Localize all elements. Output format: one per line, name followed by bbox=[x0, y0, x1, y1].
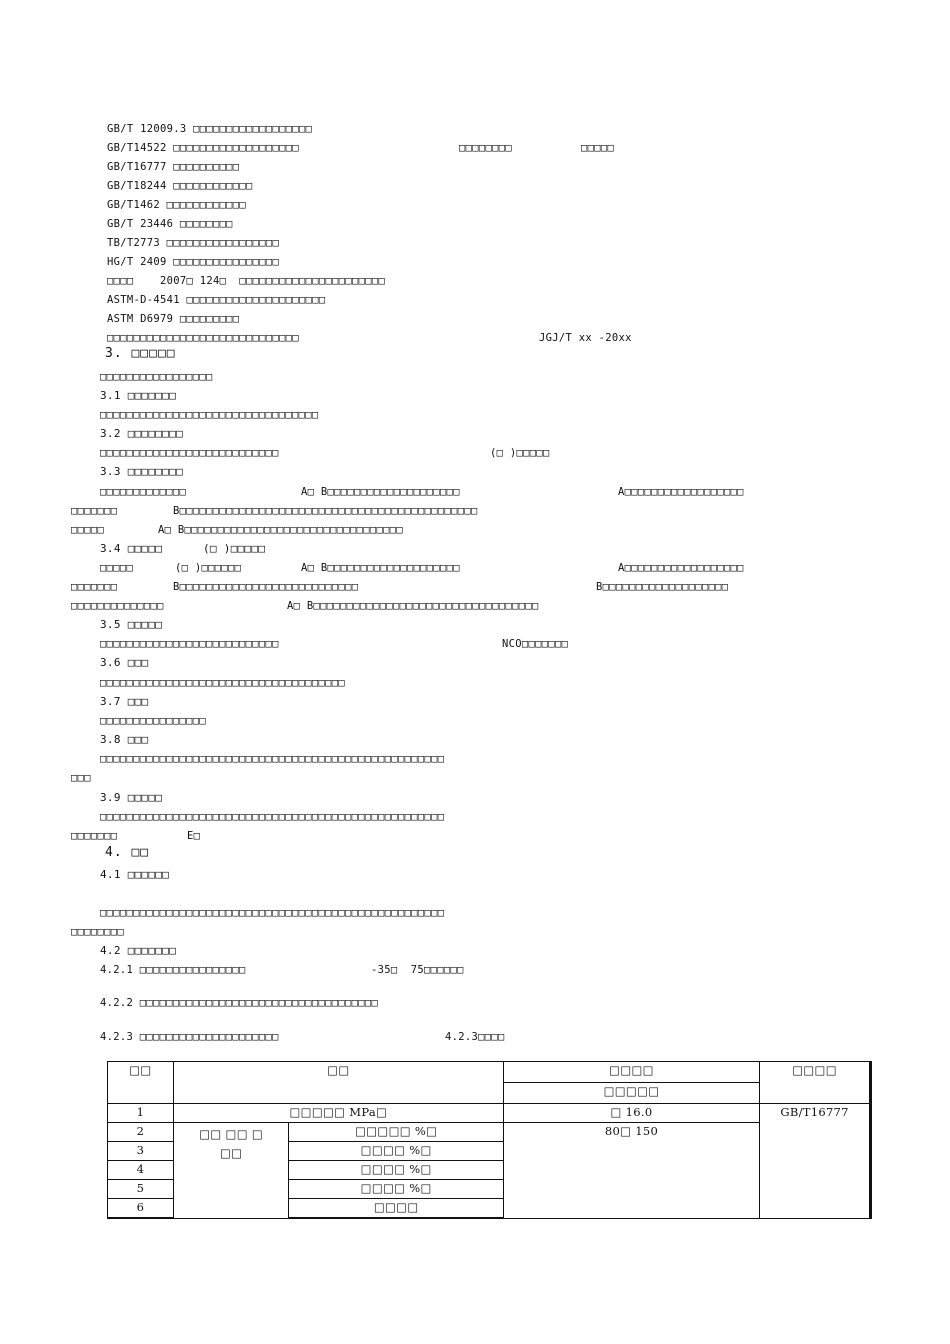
paragraph: A□ B□□□□□□□□□□□□□□□□□□□□ bbox=[301, 486, 460, 498]
paragraph: B□□□□□□□□□□□□□□□□□□□□□□□□□□□□□□□□□□□□□□□□□□□□□ bbox=[173, 505, 478, 517]
cell-method: GB/T16777 bbox=[760, 1104, 871, 1219]
table-row bbox=[108, 1104, 871, 1123]
clause-title: 4.2 □□□□□□□ bbox=[100, 944, 177, 957]
ref-line-extra: JGJ/T xx -20xx bbox=[539, 332, 632, 344]
paragraph: □□□□□□□□ bbox=[71, 926, 124, 938]
cell-requirement: □ 16.0 bbox=[503, 1104, 759, 1123]
cell-no: 4 bbox=[108, 1161, 174, 1180]
paragraph: □□□□□□□□□□□□□□□□□□□□□□□□□□□□□□□□□ bbox=[100, 409, 319, 421]
section-heading: 3. □□□□□ bbox=[105, 346, 176, 361]
paragraph-extra: (□ )□□□□□ bbox=[490, 447, 550, 459]
section-heading: 4. □□ bbox=[105, 845, 150, 860]
paragraph: E□ bbox=[187, 830, 201, 842]
table-header-row bbox=[108, 1062, 871, 1083]
ref-line: GB/T1462 □□□□□□□□□□□□ bbox=[107, 199, 247, 211]
cell-item: □□□□□ MPa□ bbox=[173, 1104, 503, 1123]
cell-item: □□□□ %□ bbox=[289, 1161, 503, 1180]
clause-title: 3.3 □□□□□□□□ bbox=[100, 465, 184, 478]
cell-item: □□□□□ %□ bbox=[289, 1123, 503, 1142]
paragraph: □□□□□□□□□□□□□□□□□□□□□□□□□□□□□□□□□□□□□ bbox=[100, 677, 345, 689]
clause-title: 3.8 □□□ bbox=[100, 733, 149, 746]
cell-item: □□□□ %□ bbox=[289, 1180, 503, 1199]
paragraph: A□ B□□□□□□□□□□□□□□□□□□□□□□□□□□□□□□□□□ bbox=[158, 524, 403, 536]
paragraph: □□□□□□□□□□□□□□ bbox=[71, 600, 164, 612]
paragraph: 4.2.2 □□□□□□□□□□□□□□□□□□□□□□□□□□□□□□□□□□□□ bbox=[100, 997, 379, 1009]
cell-group bbox=[173, 1123, 289, 1219]
ref-line: □□□□ 2007□ 124□ □□□□□□□□□□□□□□□□□□□□□□ bbox=[107, 275, 386, 287]
header-item: □□ bbox=[173, 1062, 503, 1104]
paragraph: □□□□□□□□□□□□□□□□□□□□□□□□□□□ bbox=[100, 638, 279, 650]
header-method: □□□□ bbox=[760, 1062, 871, 1104]
cell-no: 6 bbox=[108, 1199, 174, 1219]
clause-title: 4.1 □□□□□□ bbox=[100, 868, 170, 881]
header-requirement-sub: □□□□□ bbox=[503, 1083, 759, 1104]
paragraph: □□□□□□□ bbox=[71, 830, 118, 842]
ref-line: HG/T 2409 □□□□□□□□□□□□□□□□ bbox=[107, 256, 280, 268]
ref-line: GB/T14522 □□□□□□□□□□□□□□□□□□□ bbox=[107, 142, 300, 154]
paragraph: 4.2.3 □□□□□□□□□□□□□□□□□□□□□ bbox=[100, 1031, 279, 1043]
ref-line: ASTM-D-4541 □□□□□□□□□□□□□□□□□□□□□ bbox=[107, 294, 326, 306]
clause-title: 3.2 □□□□□□□□ bbox=[100, 427, 184, 440]
header-requirement: □□□□ bbox=[503, 1062, 759, 1083]
cell-no: 2 bbox=[108, 1123, 174, 1142]
paragraph: A□ B□□□□□□□□□□□□□□□□□□□□□□□□□□□□□□□□□□ bbox=[287, 600, 539, 612]
paragraph: A□□□□□□□□□□□□□□□□□□ bbox=[618, 562, 744, 574]
spec-table bbox=[107, 1061, 872, 1219]
cell-no: 1 bbox=[108, 1104, 174, 1123]
paragraph: □□□□□ bbox=[100, 562, 134, 574]
paragraph: A□ B□□□□□□□□□□□□□□□□□□□□ bbox=[301, 562, 460, 574]
cell-no: 5 bbox=[108, 1180, 174, 1199]
ref-line: □□□□□□□□□□□□□□□□□□□□□□□□□□□□□ bbox=[107, 332, 300, 344]
paragraph: □□□□□ bbox=[71, 524, 105, 536]
paragraph: B□□□□□□□□□□□□□□□□□□□ bbox=[596, 581, 729, 593]
ref-line: ASTM D6979 □□□□□□□□□ bbox=[107, 313, 240, 325]
paragraph: □□□□□□□ bbox=[71, 505, 118, 517]
clause-title: 3.5 □□□□□ bbox=[100, 618, 163, 631]
ref-line: TB/T2773 □□□□□□□□□□□□□□□□□ bbox=[107, 237, 280, 249]
group-line: □□ □□ □ bbox=[199, 1127, 264, 1141]
clause-title: 3.4 □□□□□ bbox=[100, 542, 163, 555]
clause-title: 3.6 □□□ bbox=[100, 656, 149, 669]
paragraph: (□ )□□□□□□ bbox=[175, 562, 242, 574]
clause-title: 3.7 □□□ bbox=[100, 695, 149, 708]
cell-item: □□□□ %□ bbox=[289, 1142, 503, 1161]
ref-line-extra: □□□□□□□□ bbox=[459, 142, 512, 154]
paragraph: 4.2.1 □□□□□□□□□□□□□□□□ bbox=[100, 964, 246, 976]
paragraph: B□□□□□□□□□□□□□□□□□□□□□□□□□□□ bbox=[173, 581, 359, 593]
cell-no: 3 bbox=[108, 1142, 174, 1161]
ref-line: GB/T 23446 □□□□□□□□ bbox=[107, 218, 233, 230]
paragraph: □□□□□□□ bbox=[71, 581, 118, 593]
cell-item: □□□□ bbox=[289, 1199, 503, 1219]
paragraph: -35□ 75□□□□□□ bbox=[371, 964, 464, 976]
ref-line: GB/T 12009.3 □□□□□□□□□□□□□□□□□□ bbox=[107, 123, 313, 135]
paragraph: □□□□□□□□□□□□□□□□□□□□□□□□□□□ bbox=[100, 447, 279, 459]
ref-line: GB/T16777 □□□□□□□□□□ bbox=[107, 161, 240, 173]
paragraph: □□□□□□□□□□□□□□□□□ bbox=[100, 371, 213, 383]
paragraph-extra: NCO□□□□□□□ bbox=[502, 638, 569, 650]
paragraph: □□□□□□□□□□□□□□□□□□□□□□□□□□□□□□□□□□□□□□□□□□□□□□□□□□□□ bbox=[100, 753, 445, 765]
paragraph: 4.2.3□□□□ bbox=[445, 1031, 505, 1043]
table-row bbox=[108, 1123, 871, 1142]
paragraph: □□□□□□□□□□□□□□□□ bbox=[100, 715, 206, 727]
clause-title: 3.1 □□□□□□□ bbox=[100, 389, 177, 402]
cell-requirement: 80□ 150 bbox=[503, 1123, 759, 1219]
header-no: □□ bbox=[108, 1062, 174, 1104]
group-line: □□ bbox=[219, 1146, 243, 1160]
clause-title: (□ )□□□□□ bbox=[203, 542, 266, 555]
paragraph: A□□□□□□□□□□□□□□□□□□ bbox=[618, 486, 744, 498]
paragraph: □□□□□□□□□□□□□□□□□□□□□□□□□□□□□□□□□□□□□□□□□□□□□□□□□□□□ bbox=[100, 907, 445, 919]
paragraph: □□□ bbox=[71, 772, 91, 784]
paragraph: □□□□□□□□□□□□□ bbox=[100, 486, 187, 498]
ref-line-extra: □□□□□ bbox=[581, 142, 615, 154]
paragraph: □□□□□□□□□□□□□□□□□□□□□□□□□□□□□□□□□□□□□□□□□□□□□□□□□□□□ bbox=[100, 811, 445, 823]
clause-title: 3.9 □□□□□ bbox=[100, 791, 163, 804]
ref-line: GB/T18244 □□□□□□□□□□□□ bbox=[107, 180, 253, 192]
